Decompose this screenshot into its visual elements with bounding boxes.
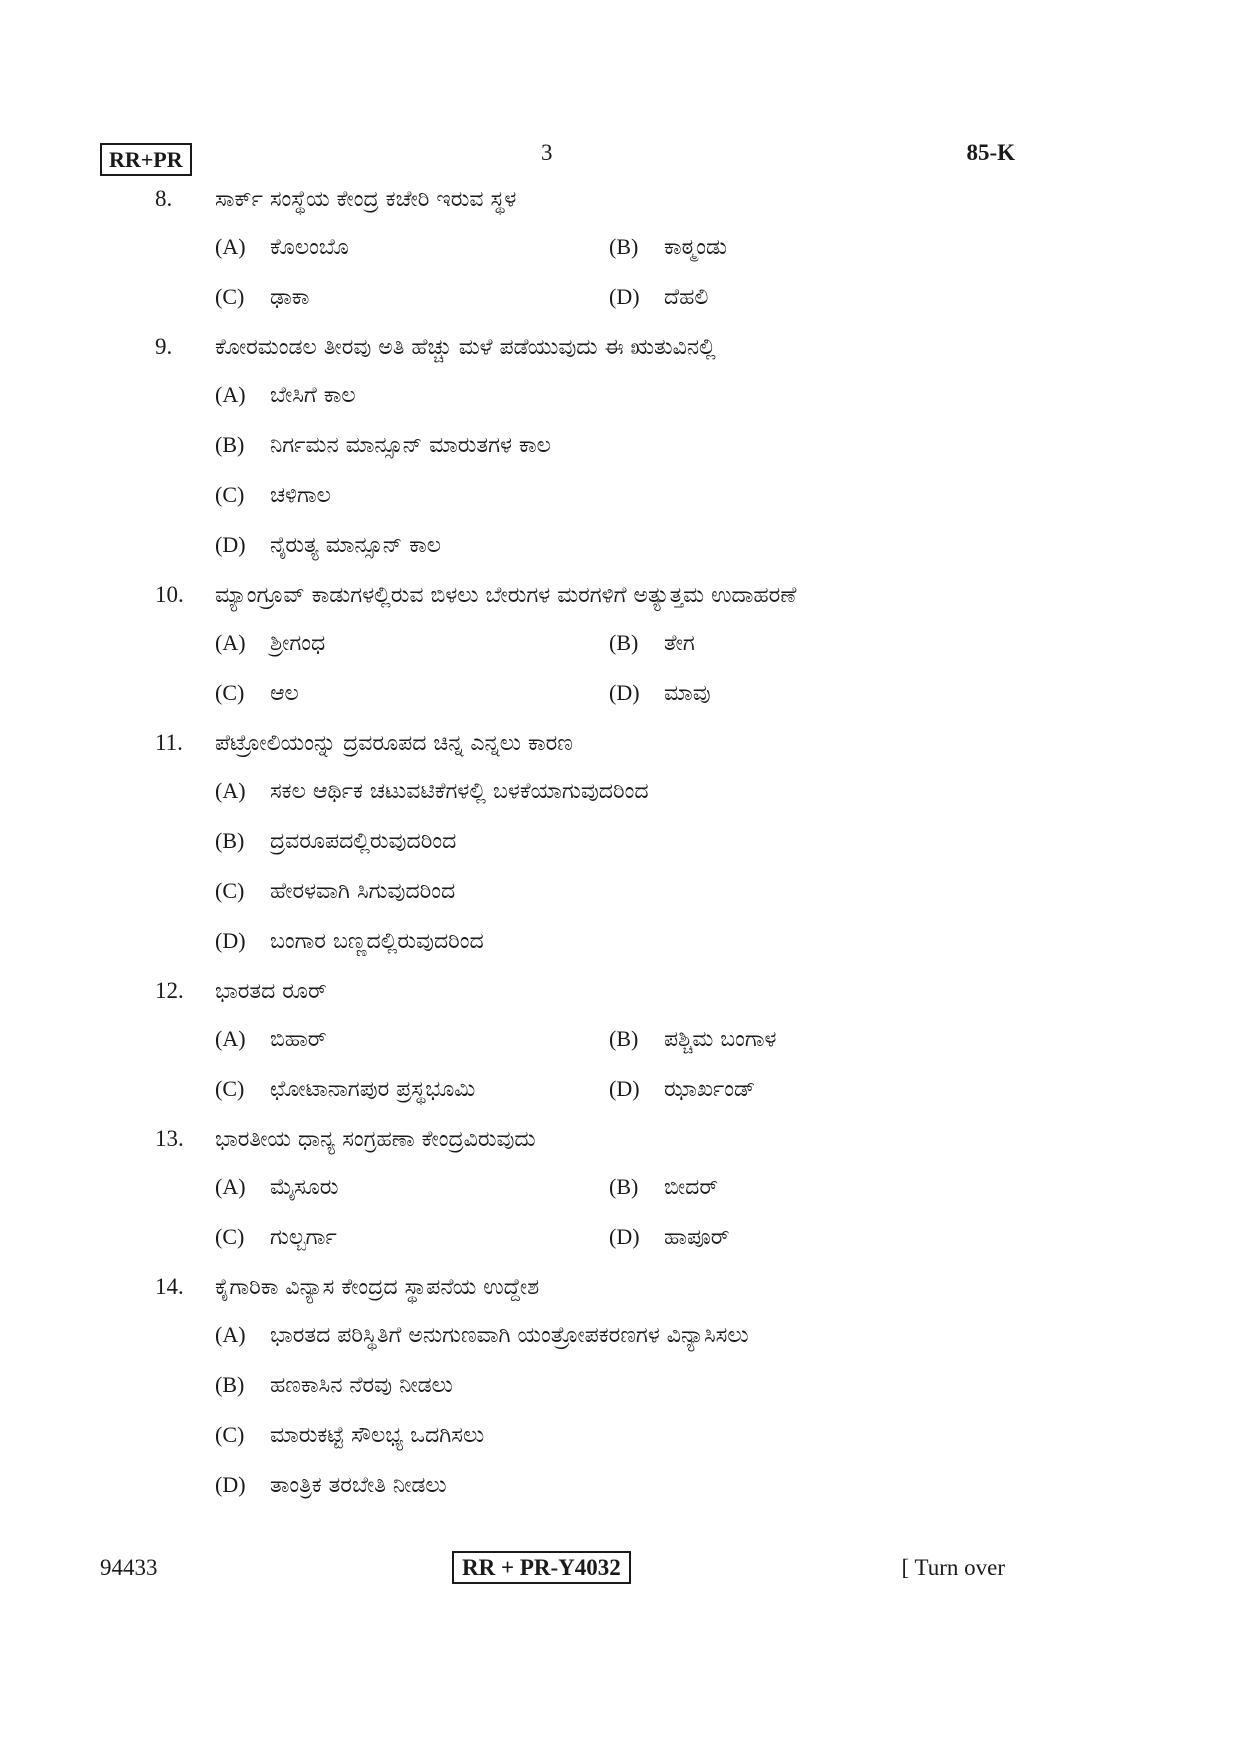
options-list	[215, 1322, 1055, 1522]
option-text: ಹಣಕಾಸಿನ ನೆರವು ನೀಡಲು	[270, 1373, 453, 1398]
option-b	[609, 1026, 969, 1076]
option-c	[215, 1224, 609, 1274]
option-text: ನೈರುತ್ಯ ಮಾನ್ಸೂನ್ ಕಾಲ	[270, 533, 442, 558]
option-a	[215, 1322, 1055, 1372]
option-text: ಪಶ್ಚಿಮ ಬಂಗಾಳ	[664, 1027, 777, 1052]
option-b	[215, 828, 1055, 878]
question-text: ಕೋರಮಂಡಲ ತೀರವು ಅತಿ ಹೆಚ್ಚು ಮಳೆ ಪಡೆಯುವುದು ಈ ಋತುವಿನಲ್ಲಿ	[215, 335, 716, 360]
option-b	[215, 432, 1055, 482]
question-text: ಪೆಟ್ರೋಲಿಯಂನ್ನು ದ್ರವರೂಪದ ಚಿನ್ನ ಎನ್ನಲು ಕಾರಣ	[215, 731, 573, 756]
option-text: ಭಾರತದ ಪರಿಸ್ಥಿತಿಗೆ ಅನುಗುಣವಾಗಿ ಯಂತ್ರೋಪಕರಣಗಳ ವಿನ್ಯಾಸಿಸಲು	[270, 1323, 749, 1348]
option-label: (A)	[215, 778, 246, 803]
option-d	[215, 928, 1055, 978]
option-a	[215, 630, 609, 680]
option-c	[215, 1422, 1055, 1472]
options-grid	[215, 1026, 1055, 1126]
option-text: ಹಾಪೂರ್	[664, 1225, 730, 1250]
option-text: ನಿರ್ಗಮನ ಮಾನ್ಸೂನ್ ಮಾರುತಗಳ ಕಾಲ	[270, 433, 551, 458]
option-label: (C)	[215, 1076, 245, 1101]
option-b	[215, 1372, 1055, 1422]
option-a	[215, 778, 1055, 828]
options-list	[215, 382, 1055, 582]
option-label: (D)	[215, 532, 246, 557]
question-12	[155, 978, 1055, 1126]
option-d	[609, 1076, 969, 1126]
roll-code: 94433	[100, 1555, 158, 1580]
question-number: 9.	[155, 334, 173, 359]
option-text: ಕಾಠ್ಮಂಡು	[664, 235, 728, 260]
option-label: (B)	[609, 234, 639, 259]
question-14	[155, 1274, 1055, 1522]
option-label: (B)	[609, 1026, 639, 1051]
option-c	[215, 680, 609, 730]
option-label: (D)	[215, 928, 246, 953]
option-text: ಸಕಲ ಆರ್ಥಿಕ ಚಟುವಟಿಕೆಗಳಲ್ಲಿ ಬಳಕೆಯಾಗುವುದರಿಂದ	[270, 779, 649, 804]
question-text: ಕೈಗಾರಿಕಾ ವಿನ್ಯಾಸ ಕೇಂದ್ರದ ಸ್ಥಾಪನೆಯ ಉದ್ದೇಶ	[215, 1275, 540, 1300]
option-label: (A)	[215, 1322, 246, 1347]
option-text: ತಾಂತ್ರಿಕ ತರಬೇತಿ ನೀಡಲು	[270, 1473, 447, 1498]
option-label: (B)	[215, 432, 245, 457]
option-text: ಢಾಕಾ	[270, 285, 310, 310]
option-text: ಬೇಸಿಗೆ ಕಾಲ	[270, 383, 356, 408]
option-label: (B)	[215, 1372, 245, 1397]
option-label: (D)	[609, 1224, 640, 1249]
option-label: (A)	[215, 234, 246, 259]
option-c	[215, 878, 1055, 928]
page-number: 3	[541, 140, 553, 165]
question-number: 11.	[155, 730, 183, 755]
option-text: ಮೈಸೂರು	[270, 1175, 339, 1200]
question-number: 13.	[155, 1126, 184, 1151]
option-text: ಮಾವು	[664, 681, 711, 706]
option-text: ಬಿಹಾರ್	[270, 1027, 327, 1052]
option-label: (B)	[609, 1174, 639, 1199]
option-label: (A)	[215, 1026, 246, 1051]
option-c	[215, 284, 609, 334]
option-text: ಮಾರುಕಟ್ಟೆ ಸೌಲಭ್ಯ ಒದಗಿಸಲು	[270, 1423, 485, 1448]
turn-over-note: [ Turn over	[901, 1555, 1005, 1580]
question-text: ಭಾರತದ ರೂರ್	[215, 979, 327, 1004]
page-footer	[100, 1551, 1015, 1591]
question-text: ಭಾರತೀಯ ಧಾನ್ಯ ಸಂಗ್ರಹಣಾ ಕೇಂದ್ರವಿರುವುದು	[215, 1127, 536, 1152]
option-label: (A)	[215, 382, 246, 407]
option-d	[215, 532, 1055, 582]
question-10	[155, 582, 1055, 730]
option-text: ಛೋಟಾನಾಗಪುರ ಪ್ರಸ್ಥಭೂಮಿ	[270, 1077, 476, 1102]
option-text: ಶ್ರೀಗಂಧ	[270, 631, 326, 656]
footer-code-box: RR + PR-Y4032	[452, 1551, 631, 1584]
question-number: 12.	[155, 978, 184, 1003]
question-13	[155, 1126, 1055, 1274]
paper-code: 85-K	[966, 140, 1015, 165]
option-text: ಝಾರ್ಖಂಡ್	[664, 1077, 756, 1102]
option-a	[215, 1026, 609, 1076]
option-label: (B)	[609, 630, 639, 655]
options-grid	[215, 630, 1055, 730]
page-header	[100, 140, 1015, 180]
option-text: ತೇಗ	[664, 631, 695, 656]
option-d	[215, 1472, 1055, 1522]
question-text: ಸಾರ್ಕ್ ಸಂಸ್ಥೆಯ ಕೇಂದ್ರ ಕಚೇರಿ ಇರುವ ಸ್ಥಳ	[215, 187, 517, 212]
question-number: 10.	[155, 582, 184, 607]
option-b	[609, 234, 969, 284]
option-label: (C)	[215, 680, 245, 705]
option-d	[609, 284, 969, 334]
option-label: (D)	[609, 284, 640, 309]
question-list	[155, 186, 1055, 1522]
option-b	[609, 630, 969, 680]
option-text: ಆಲ	[270, 681, 299, 706]
option-label: (D)	[215, 1472, 246, 1497]
question-8	[155, 186, 1055, 334]
option-text: ಚಳಿಗಾಲ	[270, 483, 331, 508]
option-text: ಹೇರಳವಾಗಿ ಸಿಗುವುದರಿಂದ	[270, 879, 456, 904]
question-11	[155, 730, 1055, 978]
options-grid	[215, 1174, 1055, 1274]
option-label: (C)	[215, 482, 245, 507]
option-text: ದ್ರವರೂಪದಲ್ಲಿರುವುದರಿಂದ	[270, 829, 457, 854]
question-text: ಮ್ಯಾಂಗ್ರೂವ್ ಕಾಡುಗಳಲ್ಲಿರುವ ಬಿಳಲು ಬೇರುಗಳ ಮರಗಳಿಗೆ ಅತ್ಯುತ್ತಮ ಉದಾಹರಣೆ	[215, 583, 797, 608]
option-a	[215, 234, 609, 284]
option-label: (D)	[609, 1076, 640, 1101]
option-label: (C)	[215, 1224, 245, 1249]
option-c	[215, 482, 1055, 532]
option-label: (C)	[215, 284, 245, 309]
option-text: ಬಂಗಾರ ಬಣ್ಣದಲ್ಲಿರುವುದರಿಂದ	[270, 929, 484, 954]
option-text: ಕೊಲಂಬೊ	[270, 235, 349, 260]
option-b	[609, 1174, 969, 1224]
option-c	[215, 1076, 609, 1126]
option-label: (C)	[215, 1422, 245, 1447]
header-code-box: RR+PR	[100, 143, 192, 176]
option-text: ಬೀದರ್	[664, 1175, 719, 1200]
option-label: (B)	[215, 828, 245, 853]
option-label: (A)	[215, 1174, 246, 1199]
question-number: 8.	[155, 186, 173, 211]
option-d	[609, 1224, 969, 1274]
option-label: (C)	[215, 878, 245, 903]
option-a	[215, 382, 1055, 432]
option-text: ದೆಹಲಿ	[664, 285, 709, 310]
question-9	[155, 334, 1055, 582]
option-label: (D)	[609, 680, 640, 705]
option-d	[609, 680, 969, 730]
options-list	[215, 778, 1055, 978]
option-text: ಗುಲ್ಬರ್ಗಾ	[270, 1225, 337, 1250]
option-label: (A)	[215, 630, 246, 655]
option-a	[215, 1174, 609, 1224]
question-number: 14.	[155, 1274, 184, 1299]
options-grid	[215, 234, 1055, 334]
